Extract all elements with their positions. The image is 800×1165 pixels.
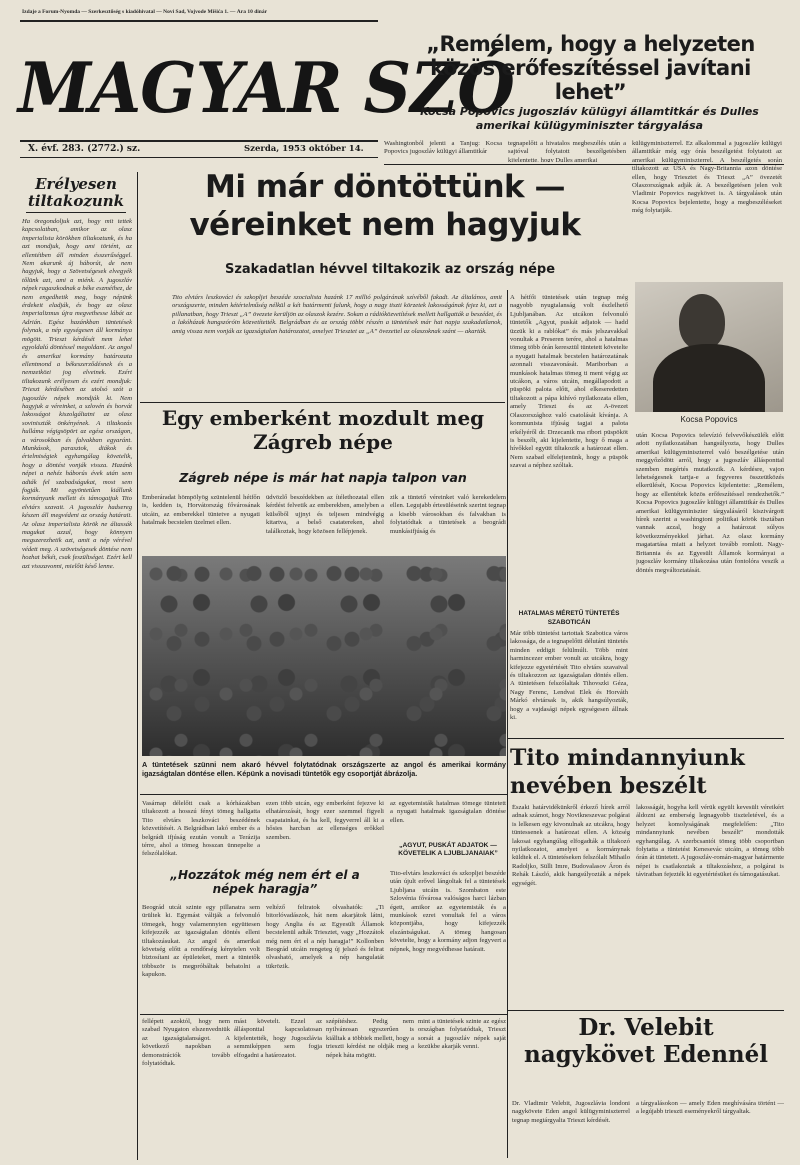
bottom-col3: szépítéshez. Pedig nem nyilvánosan egyszerűen is kiálltak a többiek mellett, hogy a trieszti kérdést ne oldják meg a népek háta mögött. — [326, 1018, 414, 1059]
bottom-col1: fellépett azoktól, hogy nem szabad Nyugaton elszenvedniük az igazságtalanságot. A következő napokban a demonstrációk tovább folytatódtak. — [142, 1018, 230, 1068]
masthead-logo: MAGYAR SZÓ — [18, 47, 514, 129]
quote-headline: „Hozzátok még nem ért el a népek haragja” — [170, 868, 360, 896]
photo-caption: A tüntetések szünni nem akaró hévvel folytatódnak országszerte az angol és amerikai kormány igazságtalan döntése ellen. Képünk a novisadi tüntetők egy csoportját ábrázolja. — [142, 760, 506, 778]
tito-col2: lakosságát, hogyha kell vérük egyült kevesült véreikért áldozni az emberség legnagyobb tiszteletével, és a helyzet komolyságának megfelelően: „Tito mindannyiunk nevében beszélt” mondották egyhangúlag. A szerbcsantói tömeg több csoportban folytatta a tüntetést Kenesevác utcáin, a tömeg több órán át tüntetett. A jugoszláv-román-magyar határmente népei is csatlakoztak a tiltakozáshoz, a polgárai is táviratban fejezték ki egyetértésüket és támogatásukat. — [636, 804, 784, 879]
belgrad-col2: ezen több utcán, egy emberként fejezve ki elhatározását, hogy ezer szemmel figyeli csapatainkat, és ha kell, fegyverrel áll ki a hősies harcban az ellenséges erőkkel szemben. — [266, 800, 384, 841]
tito-rule — [508, 738, 784, 739]
masthead-edition: X. évf. 283. (2772.) sz. — [28, 144, 141, 154]
zagreb-col3: zik a tüntető véreinket való kerekedelem ellen. Legujabb értesüléseink szerint tegnap a kisebb városokban és falvakban is folytatódtak a tüntetések a beográdi munkásifjúság és — [390, 494, 506, 535]
photo-caption-rule — [140, 794, 508, 795]
top-story-subhead: Kocsa Popovics jugoszláv külügyi államtitkár és Dulles amerikai külügyminiszter tárgyalása — [420, 105, 759, 132]
right-col-subbody: Már több tüntetést tartottak Szabotica város lakossága, de a tegnapelőtti délutáni tüntetés minden eddigit felülmúlt. Több mint harmincezer ember vonult az utcákra, hogy kifejezze egyetértését Tito elvtárs szavaival és tiltakozzon az igazságtalan döntés ellen. A tüntetésen felszólaltak Tihovszki Géza, Nagy Ferenc, Lendvai Elek és Horváth Márkó elvtársak is, akik hangsúlyozták, hogy a vajdasági népek egységesen állnak ki. — [510, 630, 628, 722]
velebit-headline: Dr. Velebit nagykövet Edennél — [523, 1014, 769, 1068]
bottom-col4: mint a tüntetések szinte az egész országban folytatódtak, Trieszt sorsát a jugoszláv népek saját kezükbe akarják venni. — [418, 1018, 506, 1051]
tito-headline: Tito mindannyiunk nevében beszélt — [510, 745, 745, 799]
masthead-top-line: Izdaje a Forum-Nyomda — Szerkesztőség s kiadóhivatal — Novi Sad, Vojvode Mišića 1. — Ára 10 dinár — [22, 9, 268, 15]
zagreb-col1: Emberáradat hömpölyög szüntelenül hétfőn is, kedden is, Horvátország fővárosának utcáin, az emberekkel tüntetve a nyugati hatalmak becstelen üzelmei ellen. — [142, 494, 260, 527]
bottom-col2: mást követelt. Ezzel az állásponttal kapcsolatosan kijelentették, hogy Jugoszlávia semmiképpen sem fogja elfogadni a határozatot. — [234, 1018, 322, 1059]
demonstration-photo — [142, 556, 506, 756]
right-col-body: A hétfői tüntetések után tegnap még nagyobb nyugtalanság volt észlelhető Ljubljanában. Az utcákon felvonuló tüntetők „Agyut, puskát adjatok — hadd üzzük ki a rablókat” és más jelszavakkal vonultak a Preseren terére, ahol a hatalmas tömeg több órán keresztül tüntetett követelte a nyugati hatalmak becstelen határozatának azonnali visszavonását. Mariborban a munkások hatalmas tömeg ti ment végig az utcákon, a város utcáin, megállapodott a püspöki palota előtt, ahol elkeseredetten tiltakozott a pápa kihívó nyilatkozata ellen, amely Trieszt és az A-övezet Olaszországhoz való csatolását kívánja. A kommunista ifjúság tagjai a palota erkélyéről dr. Drzecanik ma ribori püspököt is beszélt, aki kijelentette, hogy ő maga a hívőkkel együtt tiltakozik a határozat ellen. Nem szabad elfelejtenünk, hogy a püspök szavai a néphez szóltak. — [510, 294, 628, 470]
bottom-rule — [140, 1014, 508, 1015]
velebit-col2: a tárgyalásokon — amely Eden meghívására történt — a legújabb trieszti eseményekről tárgyaltak. — [636, 1100, 784, 1116]
right-col-subheading: HATALMAS MÉRETŰ TÜNTETÉS SZABOTICÁN — [518, 610, 620, 626]
masthead-date: Szerda, 1953 október 14. — [244, 144, 364, 154]
popovics-caption: Kocsa Popovics — [680, 415, 738, 424]
editorial-rule — [26, 212, 126, 213]
belgrad-col3: az egyetemisták hatalmas tömege tüntetett a nyugati hatalmak igazságtalan döntése ellen. — [390, 800, 506, 824]
main-intro-rule — [140, 402, 505, 403]
zagreb-col2: üdvözlő beszédekben az ítélethozatal ellen kérdést felvetik az emberekben, amelyben a külsőből ujjnyi és teljesen mindvégig kitartva, a belső csatatereken, ahol találkoztak, hogy közösen fellépjenek. — [266, 494, 384, 535]
main-story-headline: Mi már döntöttünk — véreinket nem hagyjuk — [189, 169, 581, 243]
masthead-rule-bottom — [20, 140, 378, 142]
column-divider-right — [507, 290, 508, 1158]
velebit-col1: Dr. Vladimir Velebit, Jugoszlávia londoni nagykövete Eden angol külügyminiszterrel tegnap megtárgyalta Trieszt kérdését. — [512, 1100, 630, 1124]
editorial-title: Erélyesen tiltakozunk — [27, 175, 125, 210]
agyut-headline: „AGYUT, PUSKÁT ADJATOK — KÖVETELIK A LJUBLJANAIAK” — [398, 842, 498, 858]
portrait-body — [653, 344, 765, 412]
top-story-col1: Washingtonból jelenti a Tanjug: Kocsa Popovics jugoszláv külügyi államtitkár — [384, 140, 502, 156]
portrait-head — [679, 294, 725, 350]
belgrad-col1: Vasárnap délelőtt csak a kórházakban tiltakozott a hosszú fényi tömeg hallgatta Tito elvtárs leszkováci beszédének közvetítését. A Belgrádban lakó ember és a belgrádi ifjúság ezután vonult a Terázija térre, ahol a tömeg hosszan ünnepelte a felszólalókat. — [142, 800, 260, 858]
main-story-subhead: Szakadatlan hévvel tiltakozik az ország népe — [224, 262, 556, 277]
masthead-rule-under-date — [20, 157, 378, 158]
top-story-col3: külügyminiszterrel. Ez alkalommal a jugoszláv külügyi államtitkár még egy órás beszélgetést folytatott az amerikai külügyminiszterrel. A beszélgetés során tiltakozott az USA és Nagy-Britannia azon döntése ellen, hogy Triesztet és Trieszt „A” övezetét Olaszországnak adják át. A beszélgetésen jelen volt Vladimir Popovics nagykövet is. A tárgyalások után Kocsa Popovics bejelentette, hogy a megbeszéléseket még folytatják. — [632, 140, 782, 215]
popovics-body: után Kocsa Popovics televízió felvevőkészülék előtt adott nyilatkozatában hangsúlyozta, hogy Dulles amerikai külügyminiszterrel való beszélgetése után meggyőződött arról, hogy a jugoszláv állásponttal szemben megértés mutatkozik. A kérdésre, vajon lehetségesnek tartja-e a fegyveres összeütközés elkerülését, Kocsa Popovics kijelentette: „Remélem, hogy az ellentétek közös erőfeszítéssel rendezhetők.” Kocsa Popovics jugoszláv külügyi államtitkár és Dulles amerikai külügyminiszter tárgyalásáról kiszivárgott hírek szerint a washingtoni politikai körök tisztában vannak azzal, hogy a határozat súlyos következményekkel járhat. Az olasz kormány magatartása miatt a helyzet tovább romlott. Nagy-Britannia és az Egyesült Államok kormányai a jugoszláv kormány tiltakozása után fontolóra veszik a döntés megváltoztatását. — [636, 432, 784, 574]
agyut-body: Tito-elvtárs leszkováci és szkopljei beszéde után újult erővel lángoltak fel a tüntetések Ljubljana utcáin is. Szombaton este Szlovénia fővárosa valóságos harci lázban égett, amikor az egyetemisták és a munkások ezrei vonultak fel a város központjába, hogy kifejezzék elszántságukat. A tömeg hangosan követelte, hogy a kormány adjon fegyvert a népnek, hogy megvédhesse határait. — [390, 870, 506, 953]
masthead-rule-top — [20, 20, 378, 22]
column-divider-top — [384, 164, 784, 165]
top-story-col2: tegnapelőtt a hivatalos megbeszélés után a sajtóval folytatott beszélgetésben kijelentette, hogy Dulles amerikai — [508, 140, 626, 162]
popovics-photo — [635, 282, 783, 412]
main-story-intro: Tito elvtárs leszkováci és szkopljei beszéde szocialista hazánk 17 millió polgárának szívéből fakadt. Az általános, amit országszerte, minden kétértelműség nélkül a két határmenti falunk, hogy a nagy tiszti körzetek lakosságának fejez ki, azt a pillanatban, hogy Trieszt „A” övezete kerüljön az olaszok kezére. Sokan a rádióközvetítések mellett hallgatták a beszédet, és a lakóházak hangszóróin közvetítették. Belgrádban és az ország többi részén a tüntetések már hat napja szakadatlanok, amig vissza nem vonják az igazságtalan határozatot, amelyet Triesztet az „A” övezettel az olaszoknak szánt — akarták. — [172, 294, 502, 335]
velebit-rule — [508, 1010, 784, 1011]
tito-col1: Északi határvidékünkről érkező hírek arról adnak számot, hogy Novikneszevac polgárai is lelkesen egy kivonulnak az utcákra, hogy tüntessenek a határozat ellen. A község lakosai egyhangúlag elfogadták a tiltakozó nyilatkozatot, amelyet a kormánynak küldtek el. A tüntetéseken felszólalt Mihailo Radoljko, Sülli Imre, Budovalasov Áron és Rehák László, akik hangsúlyozták a népek egységét. — [512, 804, 630, 887]
editorial-body: Ha öregondoljuk azt, hogy mit tettek kapcsolatban, amikor az olasz imperialista körökben tiltakoztunk, és ha azt mondjuk, hogy ami történt, az ellentétben áll minden ésszerűséggel. Nem akarunk új háborút, de nem hagyjuk, hogy a Szövetségesek elvegyék tőlünk azt, ami a miénk. A jugoszláv népek ragaszkodnak a béke eszméihez, de nem engedhetik meg, hogy népünk érdekeit eladják, és hogy az olasz imperializmus újra megvethesse lábát az Adrián. Egész hazánkban tüntetések folynak, a nép egységesen áll kormánya mögött. Trieszt kérdését nem lehet egyoldalú döntéssel megoldani. Az angol és amerikai kormány határozata ellentmond a békeszerződésnek és a nemzetközi jog elveinek. Ezért tiltakozunk erélyesen és ezért mondjuk: Trieszt kérdésében az utolsó szót a jugoszláv népek mondják ki. Nem hagyjuk a véreinket, a szlovén és horvát lakosságot kiszolgáltatni az olasz soviniszták önkényének. A tiltakozás hulláma végigsöpört az egész országon, a városokban és falvakban egyaránt. Munkások, parasztok, diákok és értelmiségiek egyhangúlag követelik, hogy a döntést vonják vissza. Hazánk népei a nehéz háborús évek után sem adták fel szabadságukat, most sem fogják. Mi egyöntetűen kiállunk kormányunk mellett és támogatjuk Tito elvtárs szavait. A jugoszláv hadsereg készen áll megvédeni az ország határait. Az olasz imperialista körök ne áltassák magukat azzal, hogy könnyen megszerezhetik azt, amit a nép vérével védett meg. A szövetségesek döntése nem hozhat békét, csak feszültséget. Ezért kell azt visszavonni, mielőtt késő lenne. — [22, 218, 132, 570]
top-story-headline: „Remélem, hogy a helyzeten közös erőfeszítéssel javítani lehet” — [426, 32, 755, 104]
zagreb-subhead: Zágreb népe is már hat napja talpon van — [179, 470, 467, 485]
quote-body: Beográd utcái szinte egy pillanatra sem ürültek ki. Egymást váltják a felvonuló tömegek, hogy valamennyien együttesen kifejezzék az igazságtalan döntés elleni tiltakozásukat. Az angol és amerikai követség előtt a rendőrség kénytelen volt biztosítani az épületeket, mert a tüntetők többször is megpróbáltak behatolni a kapukon. — [142, 904, 260, 979]
zagreb-headline: Egy emberként mozdult meg Zágreb népe — [161, 406, 485, 454]
editorial-divider — [137, 172, 138, 1160]
quote-body2: veltéző feliratok olvashatók: „Ti bitorlóvadászok, hát nem akarjátok látni, hogy Anglia és az Egyesült Államok becstelenül adták Triesztet, vagy „Hozzátok még nem ért el a nép haragja!” Kollonben Beográd utcáin rengeteg új jelszó és felirat olvasható, amelyek a nép hangulatát tükrözik. — [266, 904, 384, 970]
